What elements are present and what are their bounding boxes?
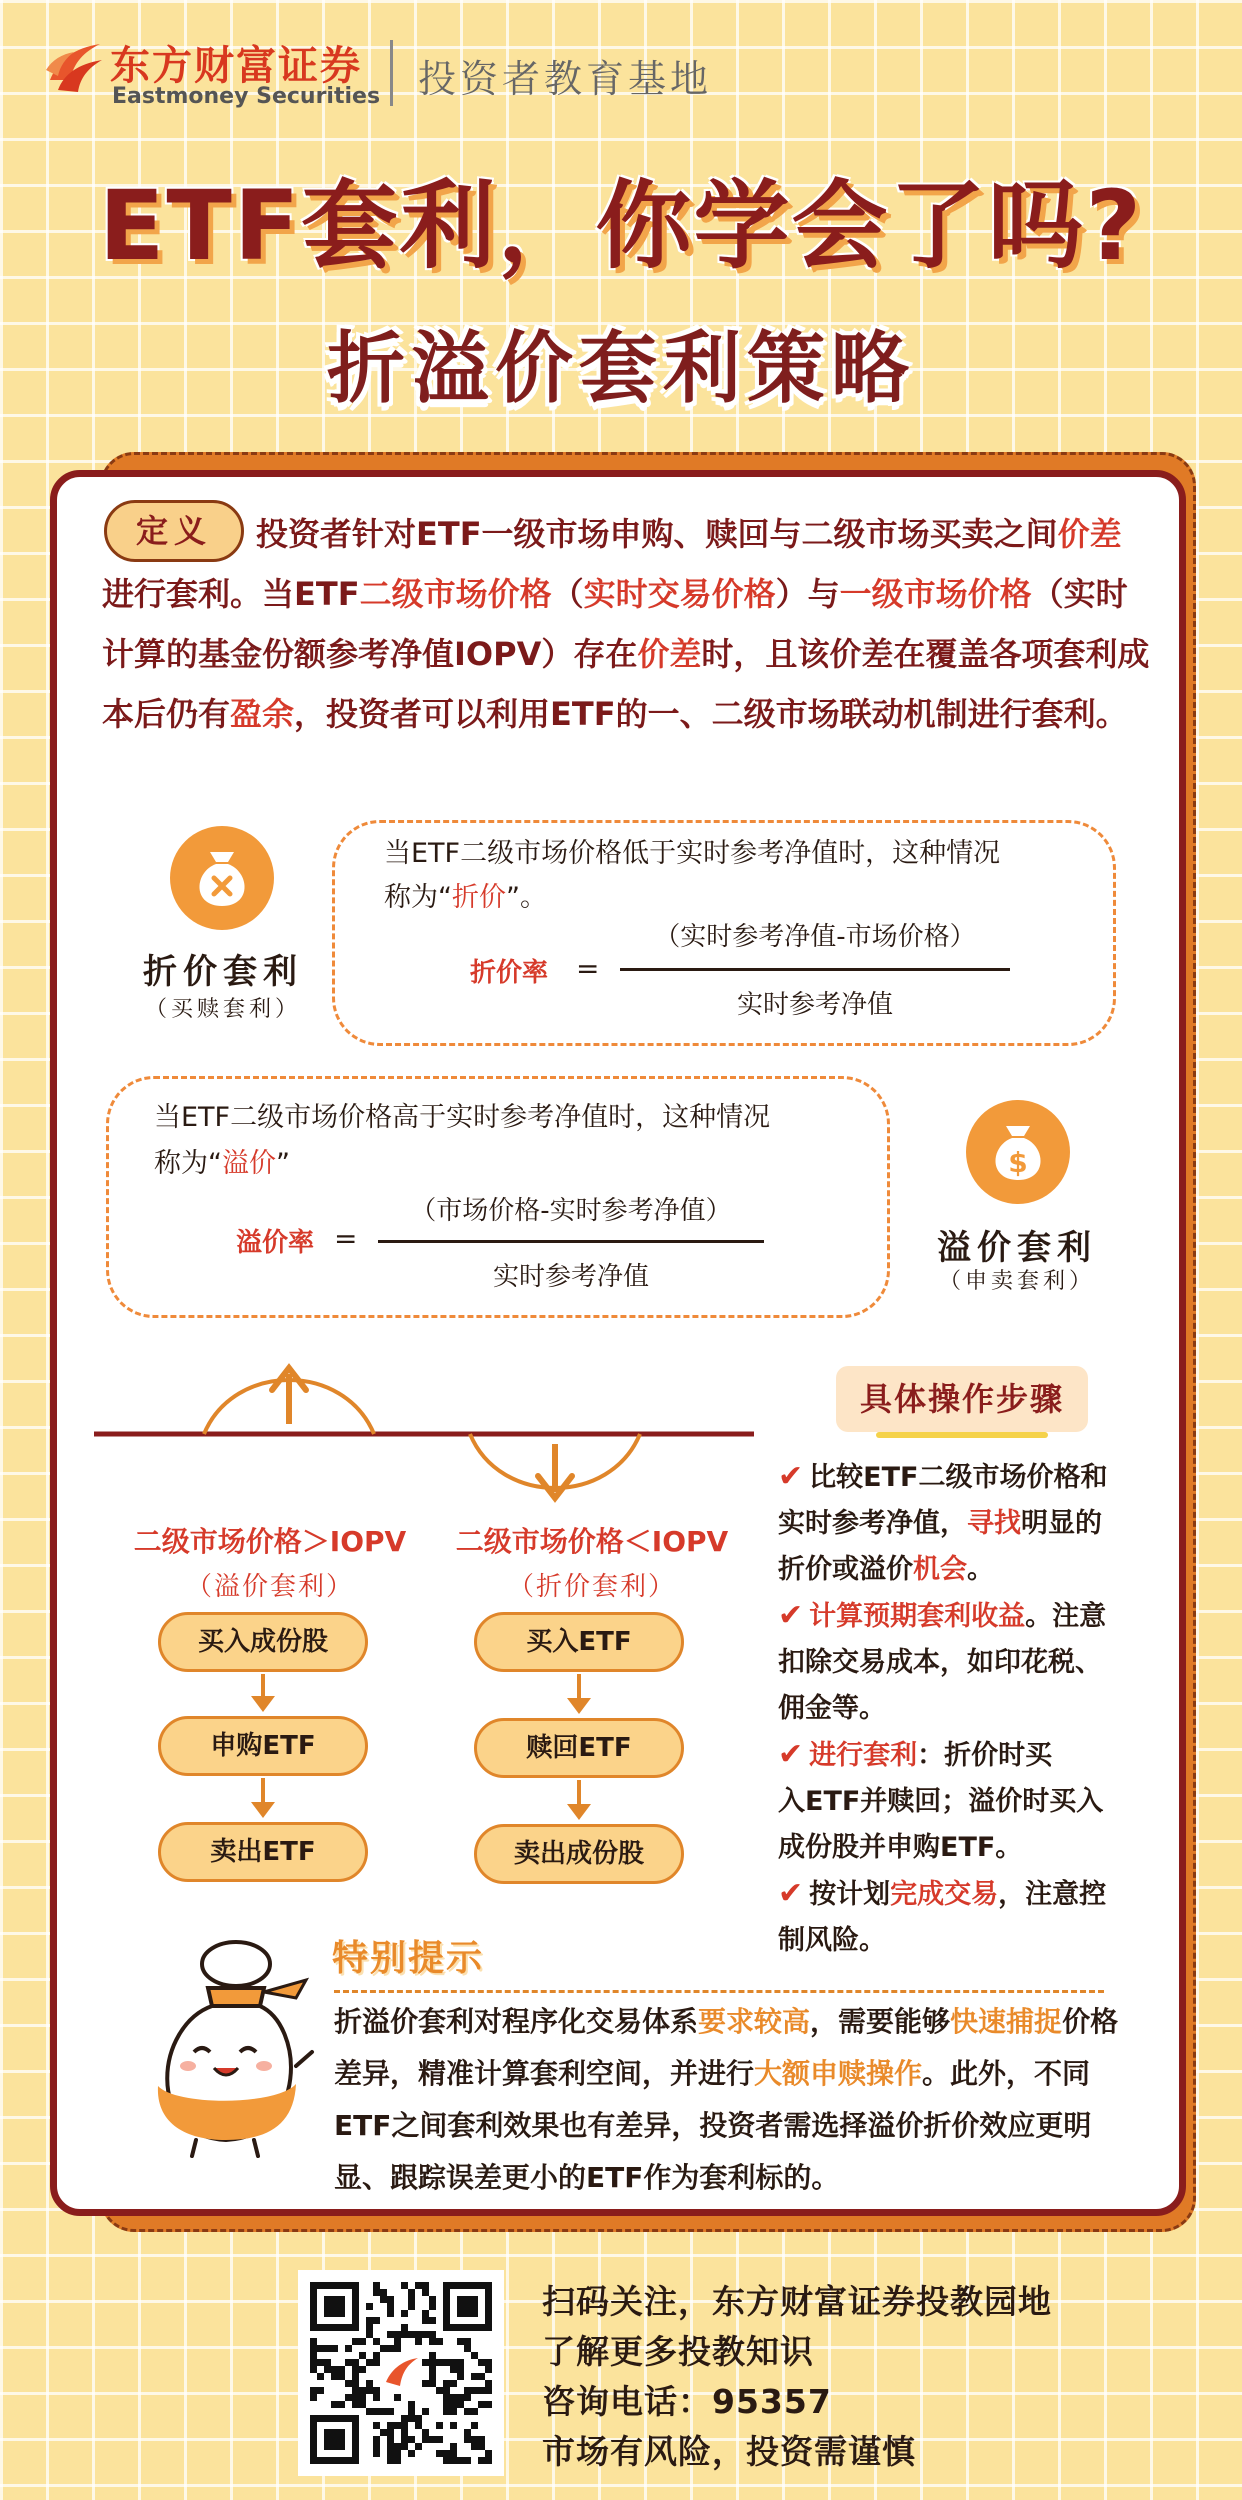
qr-code[interactable] — [298, 2270, 504, 2476]
flow-right-step-1: 买入ETF — [474, 1612, 684, 1672]
flow-right-sub: （折价套利） — [507, 1572, 676, 1602]
definition-segment: 进行套利。当ETF — [102, 575, 360, 613]
discount-rate-label: 折价率 — [470, 958, 549, 988]
premium-numerator: （市场价格-实时参考净值） — [410, 1196, 732, 1226]
step-text: 入ETF并赎回；溢价时买入 — [778, 1786, 1104, 1817]
brand-name-cn: 东方财富证券 — [110, 43, 362, 89]
brand-name-en: Eastmoney Securities — [112, 84, 381, 109]
step-text: 进行套利 — [809, 1740, 918, 1771]
discount-arbitrage-sub: （买赎套利） — [144, 997, 301, 1022]
tip-segment: 折溢价套利对程序化交易体系 — [334, 2005, 699, 2038]
header-divider — [390, 40, 393, 106]
flow-right-step-3: 卖出成份股 — [474, 1824, 684, 1884]
flow-left-step-1: 买入成份股 — [158, 1612, 368, 1672]
tip-divider — [334, 1990, 1104, 1993]
discount-arbitrage-label: 折价套利 — [143, 952, 303, 992]
premium-rate-label: 溢价率 — [236, 1228, 315, 1258]
page-title: ETF套利，你学会了吗? — [98, 170, 1144, 282]
definition-segment: （实时计算的基金份额参考净值IOPV）存在 — [102, 575, 1128, 673]
definition-highlight: 价差 — [1057, 515, 1122, 553]
discount-denominator: 实时参考净值 — [736, 990, 893, 1020]
discount-rate-equals: = — [576, 952, 600, 985]
check-icon: ✔ — [778, 1459, 804, 1494]
step-item — [778, 1593, 1158, 1732]
premium-fraction-line — [378, 1240, 764, 1243]
footer-line-1: 扫码关注，东方财富证券投教园地 — [542, 2282, 1052, 2321]
steps-badge: 具体操作步骤 — [836, 1366, 1088, 1432]
definition-highlight: 盈余 — [230, 695, 295, 733]
flow-arrow-down-icon — [567, 1804, 591, 1820]
step-item — [778, 1732, 1158, 1871]
footer-risk-warning: 市场有风险，投资需谨慎 — [542, 2432, 916, 2471]
definition-segment: ，投资者可以利用ETF的一、二级市场联动机制进行套利。 — [294, 695, 1128, 733]
step-text: 寻找 — [967, 1508, 1021, 1539]
definition-highlight: 实时交易价格 — [583, 575, 776, 613]
money-bag-x-icon — [170, 826, 274, 930]
footer-line-2: 了解更多投教知识 — [542, 2332, 814, 2371]
step-text: ：折价时买 — [917, 1740, 1053, 1771]
premium-arbitrage-sub: （申卖套利） — [938, 1269, 1095, 1294]
steps-list — [778, 1454, 1158, 1964]
header-subtitle: 投资者教育基地 — [418, 57, 713, 101]
tip-highlight: 大额申赎操作 — [754, 2057, 923, 2090]
definition-highlight: 价差 — [637, 635, 702, 673]
flow-left-sub: （溢价套利） — [185, 1572, 354, 1602]
flow-arrow-down-icon — [251, 1802, 275, 1818]
tip-text — [334, 1996, 1124, 2204]
step-text: 佣金等。 — [778, 1693, 886, 1724]
step-text: ，注意控 — [998, 1879, 1107, 1910]
step-text: 按计划 — [809, 1879, 891, 1910]
definition-text — [102, 504, 1152, 744]
step-text: 实时参考净值， — [778, 1508, 967, 1539]
definition-segment: （ — [551, 575, 584, 613]
step-text: 比较ETF二级市场价格和 — [809, 1462, 1108, 1493]
step-text: 完成交易 — [890, 1879, 999, 1910]
flow-right-head: 二级市场价格＜IOPV — [455, 1525, 729, 1558]
footer-phone: 咨询电话：95357 — [542, 2382, 832, 2421]
price-wave-diagram — [94, 1352, 774, 1512]
tip-segment: ，需要能够 — [810, 2005, 951, 2038]
discount-text-line2: 称为“折价”。 — [384, 882, 547, 913]
check-icon: ✔ — [778, 1876, 804, 1911]
definition-segment: 投资者针对ETF一级市场申购、赎回与二级市场买卖之间 — [256, 515, 1058, 553]
premium-text-line1: 当ETF二级市场价格高于实时参考净值时，这种情况 — [154, 1102, 771, 1133]
flow-arrow-down-icon — [567, 1698, 591, 1714]
premium-rate-equals: = — [334, 1222, 358, 1255]
definition-segment: 时，且该价差在覆盖各项套利成本后仍有 — [102, 635, 1150, 733]
check-icon: ✔ — [778, 1598, 804, 1633]
step-item — [778, 1454, 1158, 1593]
money-bag-dollar-icon — [966, 1100, 1070, 1204]
step-text: 成份股并申购ETF。 — [778, 1832, 1023, 1863]
discount-fraction-line — [620, 968, 1010, 971]
page-subtitle: 折溢价套利策略 — [326, 324, 915, 414]
step-text: 折价或溢价 — [778, 1554, 913, 1585]
step-text: 计算预期套利收益 — [809, 1601, 1026, 1632]
tip-segment: 价格差异，精准计算套利空间，并进行 — [334, 2005, 1119, 2090]
flow-left-head: 二级市场价格＞IOPV — [133, 1525, 407, 1558]
flow-arrow-stem — [261, 1778, 265, 1804]
step-text: 制风险。 — [778, 1925, 886, 1956]
flow-arrow-stem — [577, 1780, 581, 1806]
premium-denominator: 实时参考净值 — [492, 1262, 649, 1292]
step-text: 。 — [967, 1554, 994, 1585]
premium-arbitrage-label: 溢价套利 — [937, 1228, 1097, 1268]
tip-segment: 。此外，不同ETF之间套利效果也有差异，投资者需选择溢价折价效应更明显、跟踪误差更小的ETF作为套利标的。 — [334, 2057, 1092, 2194]
step-text: 扣除交易成本，如印花税、 — [778, 1647, 1102, 1678]
premium-text-line2: 称为“溢价” — [154, 1148, 290, 1179]
check-icon: ✔ — [778, 1737, 804, 1772]
definition-highlight: 一级市场价格 — [839, 575, 1032, 613]
tip-title: 特别提示 — [332, 1938, 485, 1979]
flow-arrow-stem — [261, 1674, 265, 1698]
definition-badge: 定义 — [104, 500, 244, 562]
svg-text:$: $ — [1008, 1146, 1028, 1179]
step-item — [778, 1871, 1158, 1964]
mascot-money-bag-icon — [136, 1936, 316, 2162]
tip-highlight: 要求较高 — [698, 2005, 811, 2038]
discount-text-line1: 当ETF二级市场价格低于实时参考净值时，这种情况 — [384, 838, 1001, 869]
definition-segment: ）与 — [775, 575, 840, 613]
flow-left-step-3: 卖出ETF — [158, 1822, 368, 1882]
discount-numerator: （实时参考净值-市场价格） — [654, 922, 976, 952]
flow-left-step-2: 申购ETF — [158, 1716, 368, 1776]
step-text: 机会 — [913, 1554, 967, 1585]
flow-arrow-stem — [577, 1674, 581, 1700]
definition-highlight: 二级市场价格 — [359, 575, 552, 613]
flow-right-step-2: 赎回ETF — [474, 1718, 684, 1778]
eastmoney-logo-icon — [44, 40, 108, 96]
step-text: 明显的 — [1021, 1508, 1102, 1539]
qr-code-icon — [310, 2282, 492, 2464]
step-text: 。注意 — [1025, 1601, 1107, 1632]
tip-highlight: 快速捕捉 — [950, 2005, 1063, 2038]
flow-arrow-down-icon — [251, 1696, 275, 1712]
